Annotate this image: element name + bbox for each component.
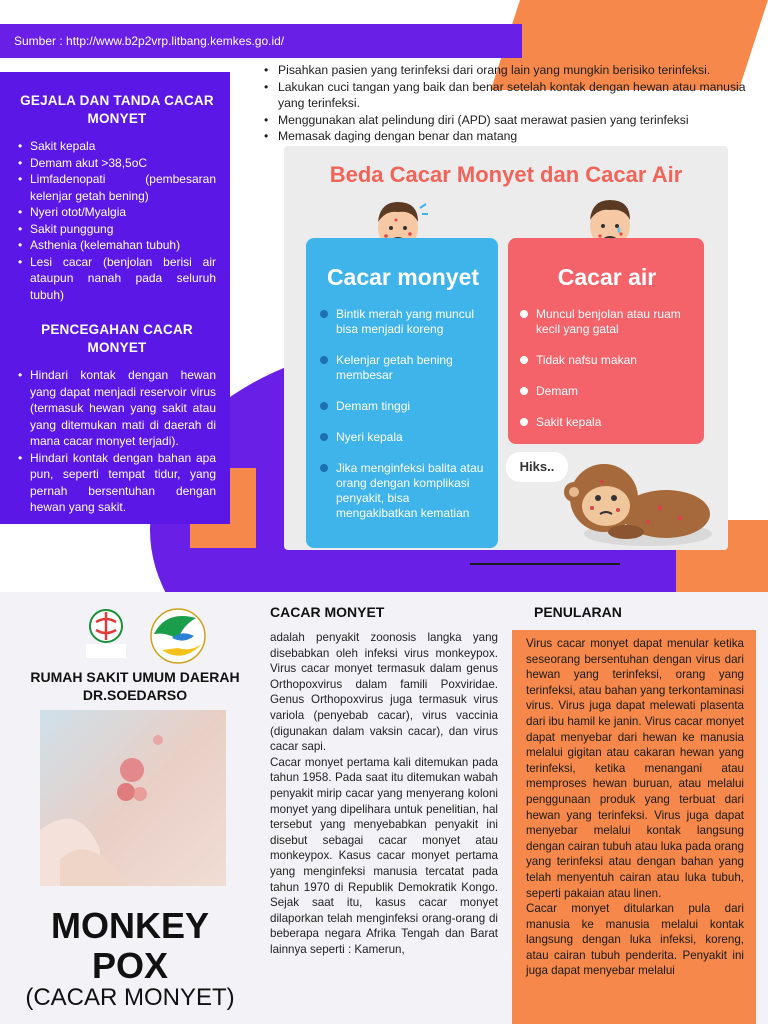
list-item: Kelenjar getah bening membesar bbox=[320, 353, 486, 383]
comparison-infographic bbox=[284, 146, 728, 550]
prevention-list bbox=[18, 367, 216, 516]
list-item: Demam bbox=[520, 384, 694, 399]
list-item: • Asthenia (kelemahan tubuh) bbox=[18, 237, 216, 254]
about-column bbox=[270, 604, 498, 957]
list-item: Demam tinggi bbox=[320, 399, 486, 414]
transmission-paragraph: Virus cacar monyet dapat menular ketika seseorang bersentuhan dengan virus dari hewan yang terinfeksi, orang yang terinfeksi, atau bahan yang terkontaminasi virus. Virus juga dapat melewati plasenta dari ibu hamil ke janin. Virus cacar monyet dapat menyebar dari hewan ke manusia melalui gigitan atau cakaran hewan yang terinfeksi, ketika menangani atau memproses hewan buruan, atau melalui penggunaan produk yang terbuat dari hewan yang terinfeksi. Virus juga dapat menyebar melalui kontak langsung dengan cairan tubuh atau luka pada orang yang terinfeksi atau dengan bahan yang telah menyentuh cairan atau luka tubuh, seperti pakaian atau linen. bbox=[526, 637, 744, 900]
list-item: Muncul benjolan atau ruam kecil yang gatal bbox=[520, 307, 694, 337]
list-item: Sakit kepala bbox=[520, 415, 694, 430]
symptoms-panel bbox=[0, 72, 230, 524]
list-item: • Lesi cacar (benjolan berisi air ataupun nanah pada seluruh tubuh) bbox=[18, 254, 216, 304]
bottom-panel bbox=[0, 592, 768, 1024]
list-item: Jika menginfeksi balita atau orang dengan komplikasi penyakit, bisa mengakibatkan kematian bbox=[320, 461, 486, 521]
list-item: • Hindari kontak dengan hewan yang dapat menjadi reservoir virus (termasuk hewan yang sakit atau yang ditemukan mati di daerah di mana cacar monyet terjadi). bbox=[18, 367, 216, 450]
hospital-name: RUMAH SAKIT UMUM DAERAH DR.SOEDARSO bbox=[30, 669, 240, 703]
list-item: • Menggunakan alat pelindung diri (APD) saat merawat pasien yang terinfeksi bbox=[262, 112, 762, 129]
infographic-title: Beda Cacar Monyet dan Cacar Air bbox=[329, 162, 683, 187]
source-bar bbox=[0, 24, 522, 58]
prevention-title: PENCEGAHAN CACAR MONYET bbox=[41, 322, 193, 355]
list-item: • Sakit punggung bbox=[18, 221, 216, 238]
monkeypox-card bbox=[306, 238, 498, 548]
about-paragraph: Cacar monyet pertama kali ditemukan pada tahun 1958. Pada saat itu ditemukan wabah penyakit mirip cacar yang menyerang koloni monyet yang dipelihara untuk penelitian, hal tersebut yang menyebabkan penyakit ini disebut sebagai cacar monyet atau monkeypox. Kasus cacar monyet pertama yang menginfeksi manusia tercatat pada tahun 1970 di Republik Demokratik Kongo. Sejak saat itu, kasus cacar monyet dilaporkan telah menginfeksi orang-orang di beberapa negara Afrika Tengah dan Barat lainnya seperti : Kamerun, bbox=[270, 755, 498, 956]
sick-monkey-icon bbox=[556, 452, 716, 548]
list-item: • Limfadenopati (pembesaran kelenjar getah bening) bbox=[18, 171, 216, 204]
symptoms-title: GEJALA DAN TANDA CACAR MONYET bbox=[20, 93, 214, 126]
list-item: • Pisahkan pasien yang terinfeksi dari orang lain yang mungkin berisiko terinfeksi. bbox=[262, 62, 762, 79]
chickenpox-card bbox=[508, 238, 704, 444]
list-item: Tidak nafsu makan bbox=[520, 353, 694, 368]
list-item: • Hindari kontak dengan bahan apa pun, seperti tempat tidur, yang pernah bersentuhan dengan hewan yang sakit. bbox=[18, 450, 216, 516]
main-title: MONKEY POX bbox=[50, 905, 209, 986]
about-title: CACAR MONYET bbox=[270, 604, 385, 620]
source-text: Sumber : http://www.b2p2vrp.litbang.kemkes.go.id/ bbox=[14, 34, 285, 48]
paripurna-logo-icon bbox=[150, 608, 206, 664]
list-item: • Demam akut >38,5oC bbox=[18, 155, 216, 172]
rsud-logo-icon bbox=[86, 610, 126, 658]
transmission-title: PENULARAN bbox=[534, 604, 622, 620]
speech-bubble: Hiks.. bbox=[506, 452, 568, 482]
list-item: • Memasak daging dengan benar dan matang bbox=[262, 128, 762, 145]
main-subtitle: (CACAR MONYET) bbox=[25, 984, 235, 1011]
hospital-logos bbox=[86, 604, 216, 674]
symptoms-list bbox=[18, 138, 216, 303]
monkeypox-card-title: Cacar monyet bbox=[326, 264, 480, 290]
list-item: • Nyeri otot/Myalgia bbox=[18, 204, 216, 221]
divider-line bbox=[470, 563, 620, 565]
list-item: • Sakit kepala bbox=[18, 138, 216, 155]
prevention-more-list bbox=[262, 62, 762, 145]
transmission-column bbox=[512, 630, 756, 1024]
list-item: Nyeri kepala bbox=[320, 430, 486, 445]
skin-lesion-photo bbox=[40, 710, 226, 886]
about-paragraph: adalah penyakit zoonosis langka yang disebabkan oleh infeksi virus monkeypox. Virus cacar monyet termasuk dalam genus Orthopoxvirus dalam famili Poxviridae. Genus Orthopoxvirus juga termasuk virus variola (penyebab cacar), virus vaccinia (digunakan dalam vaksin cacar), dan virus cacar sapi. bbox=[270, 631, 498, 754]
transmission-paragraph: Cacar monyet ditularkan pula dari manusia ke manusia melalui kontak langsung dengan luka infeksi, koreng, atau cairan tubuh penderita. Penyakit ini juga dapat menyebar melalui bbox=[526, 902, 744, 978]
list-item: • Lakukan cuci tangan yang baik dan benar setelah kontak dengan hewan atau manusia yang terinfeksi. bbox=[262, 79, 762, 112]
chickenpox-list bbox=[520, 307, 694, 430]
list-item: Bintik merah yang muncul bisa menjadi koreng bbox=[320, 307, 486, 337]
chickenpox-card-title: Cacar air bbox=[557, 264, 657, 290]
monkeypox-list bbox=[320, 307, 486, 521]
